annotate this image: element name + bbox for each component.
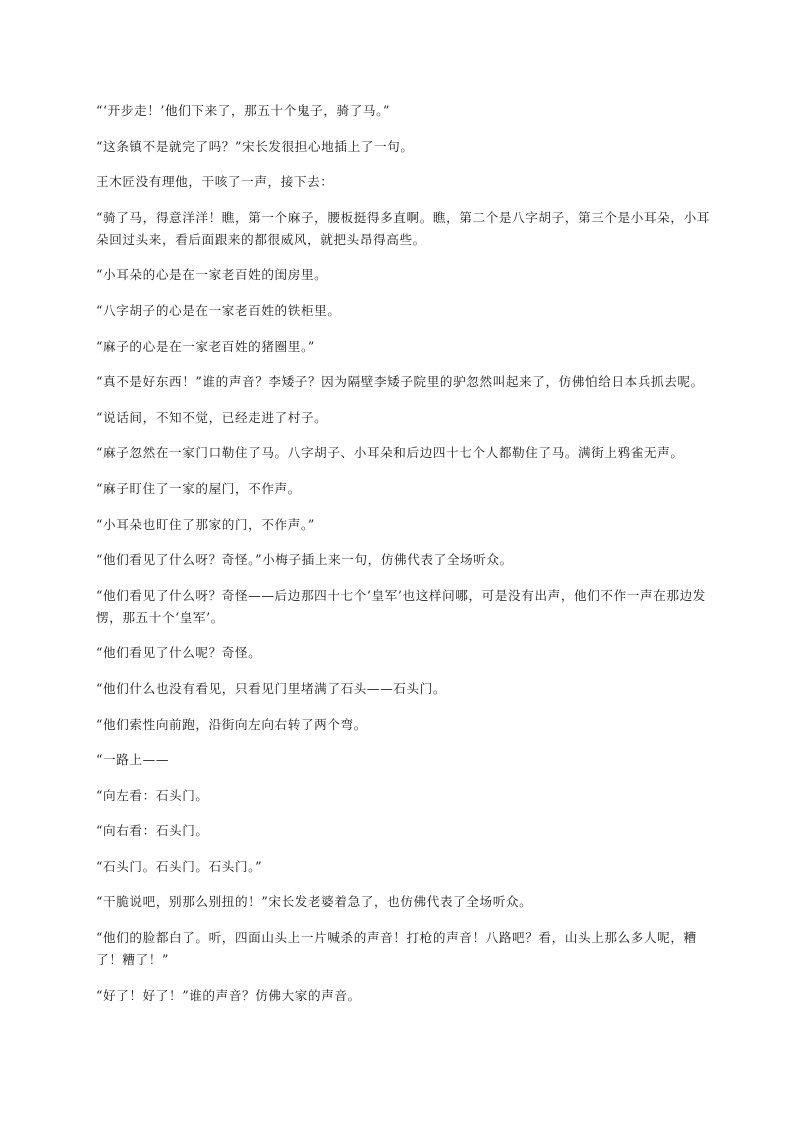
paragraph: “麻子的心是在一家老百姓的猪圈里。” <box>96 338 315 354</box>
paragraph: “说话间，不知不觉，已经走进了村子。 <box>96 409 328 425</box>
paragraph: “一路上—— <box>96 752 170 768</box>
paragraph: “他们索性向前跑，沿街向左向右转了两个弯。 <box>96 716 367 732</box>
paragraph: “他们什么也没有看见，只看见门里堵满了石头——石头门。 <box>96 680 447 696</box>
paragraph: “向右看：石头门。 <box>96 823 209 839</box>
paragraph: “石头门。石头门。石头门。” <box>96 858 263 874</box>
paragraph: “他们看见了什么呢？奇怪。 <box>96 645 262 661</box>
paragraph: “骑了马，得意洋洋！瞧，第一个麻子，腰板挺得多直啊。瞧，第二个是八字胡子，第三个是小耳朵，小耳朵回过头来，看后面跟来的都很威风，就把头昂得高些。 <box>96 209 710 247</box>
paragraph: “小耳朵也盯住了那家的门，不作声。” <box>96 516 315 532</box>
story-text <box>96 100 712 1020</box>
paragraph: “麻子盯住了一家的屋门，不作声。 <box>96 480 301 496</box>
paragraph: 王木匠没有理他，干咳了一声，接下去： <box>96 174 334 190</box>
paragraph: “‘开步走！’他们下来了，那五十个鬼子，骑了马。” <box>96 103 391 118</box>
paragraph: “真不是好东西！”谁的声音？李矮子？因为隔壁李矮子院里的驴忽然叫起来了，仿佛怕给日本兵抓去呢。 <box>96 374 704 390</box>
paragraph: “麻子忽然在一家门口勒住了马。八字胡子、小耳朵和后边四十七个人都勒住了马。满街上鸦雀无声。 <box>96 445 684 461</box>
paragraph: “向左看：石头门。 <box>96 787 209 803</box>
paragraph: “小耳朵的心是在一家老百姓的闺房里。 <box>96 267 328 283</box>
paragraph: “他们看见了什么呀？奇怪。”小梅子插上来一句，仿佛代表了全场听众。 <box>96 552 513 568</box>
paragraph: “这条镇不是就完了吗？”宋长发很担心地插上了一句。 <box>96 138 414 154</box>
paragraph: “干脆说吧，别那么别扭的！”宋长发老婆着急了，也仿佛代表了全场听众。 <box>96 894 533 910</box>
paragraph: “好了！好了！”谁的声音？仿佛大家的声音。 <box>96 987 361 1003</box>
paragraph: “八字胡子的心是在一家老百姓的铁柜里。 <box>96 302 341 318</box>
paragraph: “他们的脸都白了。听，四面山头上一片喊杀的声音！打枪的声音！八路吧？看，山头上那么多人呢，糟了！糟了！” <box>96 930 697 968</box>
paragraph: “他们看见了什么呀？奇怪——后边那四十七个‘皇军’也这样问哪，可是没有出声，他们不作一声在那边发愣，那五十个‘皇军’。 <box>96 587 706 625</box>
